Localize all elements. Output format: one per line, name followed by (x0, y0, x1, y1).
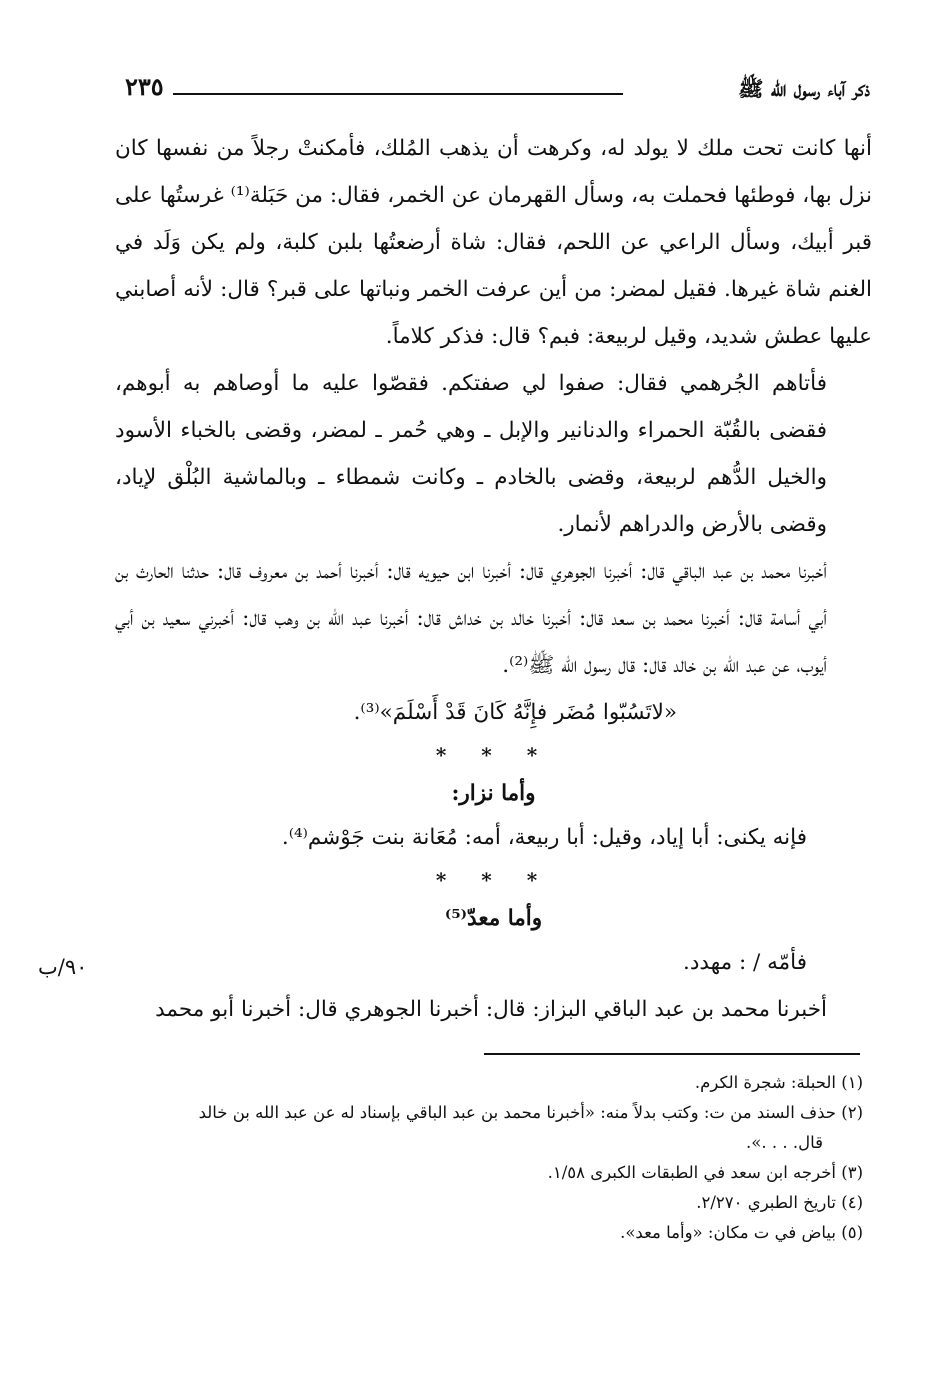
footnote-3: (٣) أخرجه ابن سعد في الطبقات الكبرى ١/٥٨. (547, 1163, 863, 1182)
footnotes (118, 1068, 863, 1248)
paragraph-isnad-2: أخبرنا محمد بن عبد الباقي البزاز: قال: أخبرنا الجوهري قال: أخبرنا أبو محمد (155, 997, 827, 1022)
footnote-2-continued: قال. . . .». (746, 1133, 823, 1152)
header-rule (173, 93, 623, 95)
footnote-2: (٢) حذف السند من ت: وكتب بدلاً منه: «أخبرنا محمد بن عبد الباقي بإسناد له عن عبد الله بن خالد (198, 1103, 863, 1122)
footnote-4: (٤) تاريخ الطبري ٢/٢٧٠. (696, 1193, 863, 1212)
footnote-1: (١) الحبلة: شجرة الكرم. (694, 1073, 863, 1092)
footnote-rule (484, 1053, 860, 1055)
paragraph-isnad: أخبرنا محمد بن عبد الباقي قال: أخبرنا الجوهري قال: أخبرنا ابن حيويه قال: أخبرنا أحمد بن معروف قال: حدثنا الحارث بن أبي أسامة قال: أخبرنا محمد بن سعد قال: أخبرنا خالد بن خداش قال: أخبرنا عبد الله بن وهب قال: أخبرني سعيد بن أبي أيوب، عن عبد الله بن خالد قال: قال رسول الله ﷺ⁽²⁾. (115, 559, 827, 678)
section-separator: * * * (435, 868, 552, 892)
section-separator: * * * (435, 743, 552, 767)
paragraph-story: أنها كانت تحت ملك لا يولد له، وكرهت أن يذهب المُلك، فأمكنتْ رجلاً من نفسها كان نزل بها، فوطئها فحملت به، وسأل القهرمان عن الخمر، فقال: من حَبَلة⁽¹⁾ غرستُها على قبر أبيك، وسأل الراعي عن اللحم، فقال: شاة أرضعتُها بلبن كلبة، ولم يكن وَلَد في الغنم شاة غيرها. فقيل لمضر: من أين عرفت الخمر ونباتها على قبر؟ قال: لأنه أصابني عليها عطش شديد، وقيل لربيعة: فبم؟ قال: فذكر كلاماً. (115, 136, 873, 349)
paragraph-mother: فأمّه / : مهدد. (683, 950, 807, 975)
paragraph-nizar: فإنه يكنى: أبا إياد، وقيل: أبا ربيعة، أمه: مُعَانة بنت جَوْشم⁽⁴⁾. (281, 825, 807, 850)
hadith-quote: «لاتَسُبّوا مُضَر فإِنَّهُ كَانَ قَدْ أَسْلَمَ»⁽³⁾. (353, 700, 677, 725)
page-header (125, 72, 870, 106)
main-text (115, 125, 872, 1033)
heading-nizar: وأما نزار: (451, 781, 536, 806)
manuscript-folio-note: ٩٠/ب (38, 955, 88, 979)
paragraph-judgment: فأتاهم الجُرهمي فقال: صفوا لي صفتكم. فقصّوا عليه ما أوصاهم به أبوهم، فقضى بالقُبّة الحمراء والدنانير والإبل ـ وهي حُمر ـ لمضر، وقضى بالخباء الأسود والخيل الدُّهم لربيعة، وقضى بالخادم ـ وكانت شمطاء ـ وبالماشية البُلْق لإياد، وقضى بالأرض والدراهم لأنمار. (115, 371, 827, 537)
footnote-5: (٥) بياض في ت مكان: «وأما معد». (620, 1223, 863, 1242)
page-number: ٢٣٥ (125, 72, 164, 101)
heading-maadd: وأما معدّ⁽⁵⁾ (444, 906, 543, 931)
running-title: ذكر آباء رسول الله ﷺ (738, 76, 870, 101)
